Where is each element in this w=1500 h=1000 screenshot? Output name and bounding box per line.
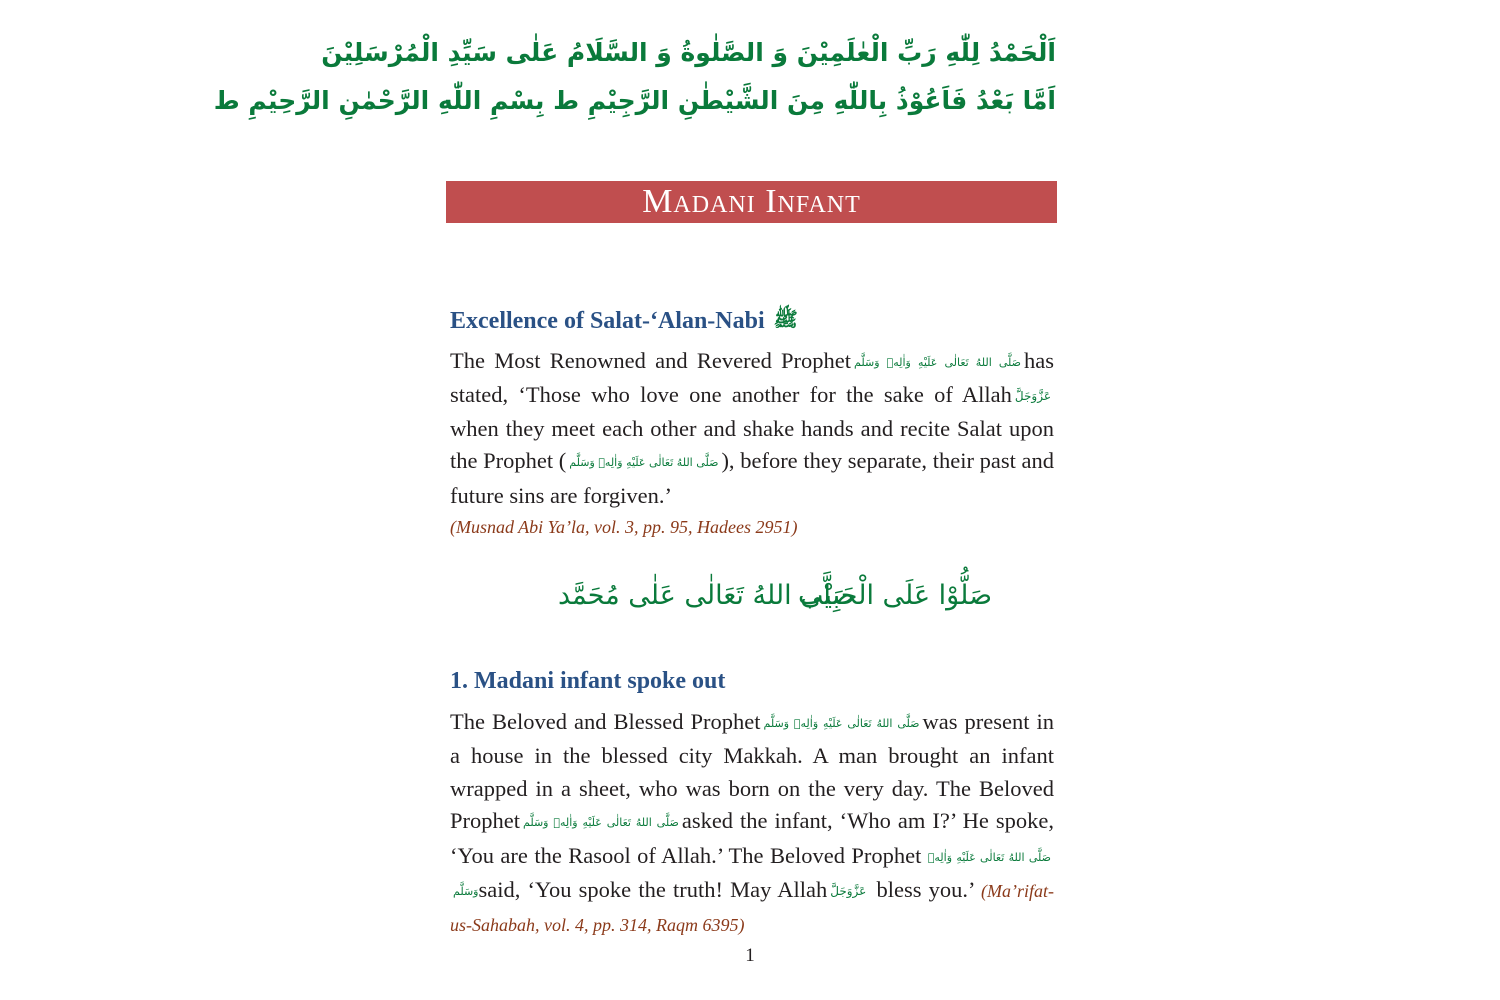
honorific-salutation: صَلَّى اللهُ تَعَالٰى عَلَيْهِ وَاٰلِهٖ وَسَلَّم bbox=[854, 356, 1021, 369]
para-1-text-3: when they meet each other and shake hands and recite Salat upon the Prophet ( bbox=[450, 415, 1054, 474]
excellence-paragraph bbox=[450, 345, 1054, 512]
para-2-text-3: asked the infant, ‘Who am I?’ He spoke, ‘You are the Rasool of Allah.’ The Beloved Prophet bbox=[450, 808, 1055, 868]
durood-sallu-alal-habib: صَلُّوْا عَلَى الْحَبِيْب bbox=[798, 580, 992, 611]
honorific-azza-wa-jal: عَزَّوَجَلَّ bbox=[830, 884, 867, 899]
section-heading-excellence-text: Excellence of Salat-‘Alan-Nabi bbox=[450, 308, 765, 334]
honorific-salutation: صَلَّى اللهُ تَعَالٰى عَلَيْهِ وَاٰلِهٖ وَسَلَّم bbox=[569, 456, 719, 470]
para-2-text-4: said, ‘You spoke the truth! May Allah bbox=[478, 877, 828, 903]
section-heading-excellence bbox=[450, 307, 801, 336]
honorific-salutation: صَلَّى اللهُ تَعَالٰى عَلَيْهِ وَاٰلِهٖ وَسَلَّم bbox=[523, 816, 679, 830]
para-2-text-1: The Beloved and Blessed Prophet bbox=[450, 709, 761, 734]
section-heading-madani-infant: 1. Madani infant spoke out bbox=[450, 668, 726, 694]
madani-infant-paragraph bbox=[450, 706, 1054, 942]
para-1-text-4: ), before they separate, their past and future sins are forgiven.’ bbox=[450, 448, 1054, 508]
citation-musnad: (Musnad Abi Ya’la, vol. 3, pp. 95, Hadees 2951) bbox=[450, 517, 798, 537]
para-2-text-5: bless you.’ bbox=[876, 877, 974, 903]
title-banner bbox=[446, 181, 1057, 223]
opening-arabic-line-1: اَلْحَمْدُ لِلّٰهِ رَبِّ الْعٰلَمِيْنَ وَ الصَّلٰوةُ وَ السَّلَامُ عَلٰى سَيِّدِ الْمُرْسَلِيْنَ bbox=[321, 38, 1056, 67]
honorific-azza-wa-jal: عَزَّوَجَلَّ bbox=[1014, 389, 1051, 404]
salutation-honorific-icon: ﷺ bbox=[773, 307, 798, 331]
para-2-text-2: was present in a house in the blessed city Makkah. A man brought an infant wrapped in a sheet, who was born on the very day. The Beloved Prophet bbox=[450, 709, 1055, 834]
para-1-text-1: The Most Renowned and Revered Prophet bbox=[450, 348, 852, 373]
page-number: 1 bbox=[745, 945, 755, 966]
honorific-salutation: صَلَّى اللهُ تَعَالٰى عَلَيْهِ وَاٰلِهٖ وَسَلَّم bbox=[763, 717, 920, 730]
page-title: Madani Infant bbox=[642, 183, 861, 220]
para-1-text-2: has stated, ‘Those who love one another for the sake of Allah bbox=[450, 348, 1054, 408]
opening-arabic-line-2: اَمَّا بَعْدُ فَاَعُوْذُ بِاللّٰهِ مِنَ الشَّيْطٰنِ الرَّجِيْمِ ط بِسْمِ اللّٰهِ الرَّحْمٰنِ الرَّحِيْمِ ط bbox=[213, 86, 1056, 115]
citation-marifat: (Ma’rifat-us-Sahabah, vol. 4, pp. 314, Raqm 6395) bbox=[450, 881, 1054, 936]
honorific-salutation: صَلَّى اللهُ تَعَالٰى عَلَيْهِ وَاٰلِهٖ وَسَلَّم bbox=[453, 850, 1051, 899]
durood-sallallahu-ala-muhammad: صَلَّى اللهُ تَعَالٰى عَلٰى مُحَمَّد bbox=[558, 580, 855, 611]
